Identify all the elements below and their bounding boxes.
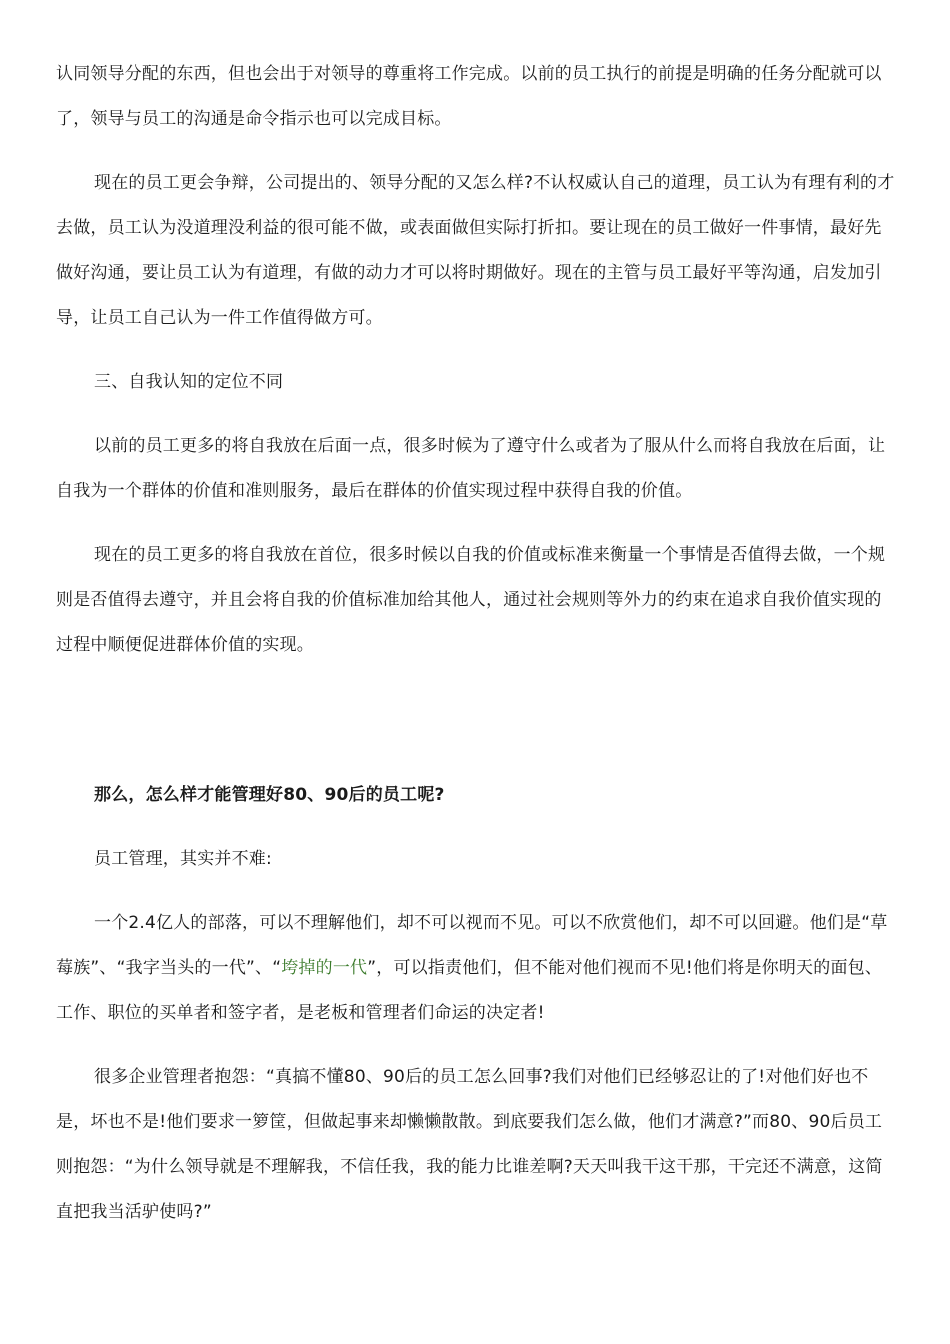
lost-generation-link[interactable]: 垮掉的一代: [281, 958, 368, 978]
paragraph-current-employees-self: 现在的员工更多的将自我放在首位，很多时候以自我的价值或标准来衡量一个事情是否值得去做，一个规则是否值得去遵守，并且会将自我的价值标准加给其他人，通过社会规则等外力的约束在追求自我价值实现的过程中顺便促进群体价值的实现。: [56, 545, 886, 655]
paragraph-past-employees-self: 以前的员工更多的将自我放在后面一点，很多时候为了遵守什么或者为了服从什么而将自我放在后面，让自我为一个群体的价值和准则服务，最后在群体的价值实现过程中获得自我的价值。: [56, 436, 886, 501]
paragraph-employees-argue: 现在的员工更会争辩，公司提出的、领导分配的又怎么样?不认权威认自己的道理，员工认为有理有利的才去做，员工认为没道理没利益的很可能不做，或表面做但实际打折扣。要让现在的员工做好一件事情，最好先做好沟通，要让员工认为有道理，有做的动力才可以将时期做好。现在的主管与员工最好平等沟通，启发加引导，让员工自己认为一件工作值得做方可。: [56, 173, 895, 328]
paragraph-tribe-text-2: ”，可以指责他们，但不能对他们视而不见!他们将是你明天的面包、工作、职位的买单者和签字者，是老板和管理者们命运的决定者!: [56, 958, 883, 1023]
paragraph-tribe: [56, 901, 896, 1036]
paragraph-continuation: 认同领导分配的东西，但也会出于对领导的尊重将工作完成。以前的员工执行的前提是明确的任务分配就可以了，领导与员工的沟通是命令指示也可以完成目标。: [56, 64, 882, 129]
paragraph-managers-complain: 很多企业管理者抱怨：“真搞不懂80、90后的员工怎么回事?我们对他们已经够忍让的了!对他们好也不是，坏也不是!他们要求一箩筐，但做起事来却懒懒散散。到底要我们怎么做，他们才满意?”而80、90后员工则抱怨：“为什么领导就是不理解我，不信任我，我的能力比谁差啊?天天叫我干这干那，干完还不满意，这简直把我当活驴使吗?”: [56, 1067, 883, 1222]
paragraph-tribe-text-1: 一个2.4亿人的部落，可以不理解他们，却不可以视而不见。可以不欣赏他们，却不可以回避。他们是“草莓族”、“我字当头的一代”、“: [56, 913, 888, 978]
section-heading-self-cognition: 三、自我认知的定位不同: [94, 372, 284, 392]
paragraph-management-not-hard: 员工管理，其实并不难:: [94, 849, 272, 869]
document-page: [56, 52, 896, 1235]
question-heading: 那么，怎么样才能管理好80、90后的员工呢?: [94, 785, 445, 805]
